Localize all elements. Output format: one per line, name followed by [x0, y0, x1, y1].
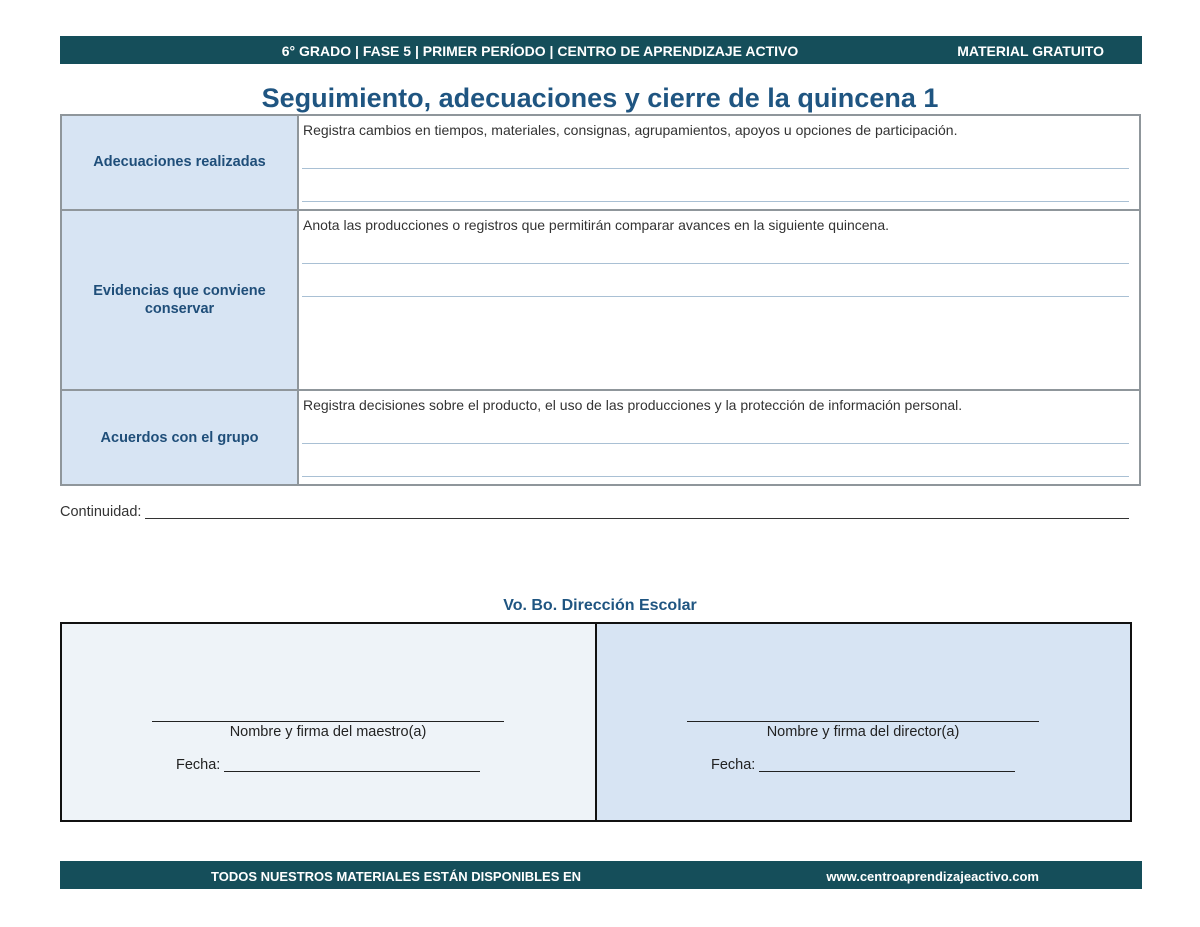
table-row-evidence — [61, 210, 1140, 390]
continuity-field[interactable] — [145, 518, 1129, 519]
row-hint: Registra decisiones sobre el producto, el uso de las producciones y la protección de información personal. — [303, 397, 963, 414]
approval-title: Vo. Bo. Dirección Escolar — [503, 597, 697, 614]
teacher-signature-cell — [62, 624, 595, 820]
footer-url-link[interactable]: www.centroaprendizajeactivo.com — [826, 869, 1039, 884]
director-signature-field[interactable] — [687, 721, 1039, 722]
row-hint: Registra cambios en tiempos, materiales, consignas, agrupamientos, apoyos u opciones de participación. — [303, 122, 958, 138]
evidence-field[interactable] — [298, 210, 1140, 390]
signature-box — [60, 622, 1132, 822]
writing-line — [302, 168, 1129, 169]
director-signature-label: Nombre y firma del director(a) — [766, 724, 960, 740]
teacher-signature-field[interactable] — [152, 721, 504, 722]
continuity-label: Continuidad: — [60, 504, 142, 520]
footer-text: TODOS NUESTROS MATERIALES ESTÁN DISPONIBLES EN — [211, 869, 582, 884]
writing-line — [302, 476, 1129, 477]
continuity-row — [60, 504, 1129, 522]
page-title: Seguimiento, adecuaciones y cierre de la quincena 1 — [261, 83, 939, 113]
row-label: Acuerdos con el grupo — [61, 390, 298, 485]
row-hint: Anota las producciones o registros que permitirán comparar avances en la siguiente quincena. — [303, 216, 890, 233]
header-bar — [60, 36, 1142, 64]
agreements-field[interactable] — [298, 390, 1140, 485]
writing-line — [302, 443, 1129, 444]
header-info: 6° GRADO | FASE 5 | PRIMER PERÍODO | CENTRO DE APRENDIZAJE ACTIVO — [281, 43, 799, 59]
teacher-date-field[interactable] — [224, 771, 480, 772]
director-date-field[interactable] — [759, 771, 1015, 772]
material-badge: MATERIAL GRATUITO — [957, 43, 1104, 59]
writing-line — [302, 263, 1129, 264]
row-label: Adecuaciones realizadas — [61, 115, 298, 210]
teacher-signature-label: Nombre y firma del maestro(a) — [229, 724, 427, 740]
tracking-table — [60, 114, 1141, 486]
adjustments-field[interactable] — [298, 115, 1140, 210]
footer-bar — [60, 861, 1142, 889]
row-label: Evidencias que conviene conservar — [61, 210, 298, 390]
director-date-label: Fecha: — [711, 757, 756, 773]
writing-line — [302, 201, 1129, 202]
table-row-adjustments — [61, 115, 1140, 210]
table-row-agreements — [61, 390, 1140, 485]
director-signature-cell — [595, 624, 1130, 820]
teacher-date-label: Fecha: — [176, 757, 221, 773]
writing-line — [302, 296, 1129, 297]
